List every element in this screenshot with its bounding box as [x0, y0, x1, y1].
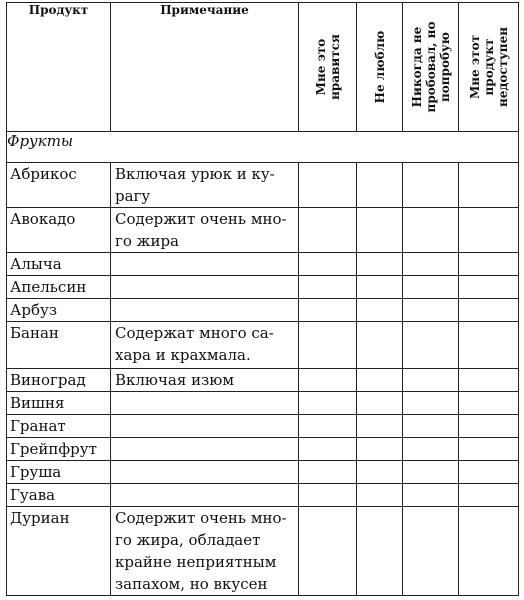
product-name: Абрикос: [7, 163, 111, 208]
product-note: Включая урюк и ку- рагу: [111, 163, 299, 208]
like-cell[interactable]: [299, 369, 357, 392]
like-cell[interactable]: [299, 276, 357, 299]
dislike-cell[interactable]: [357, 461, 403, 484]
like-cell[interactable]: [299, 253, 357, 276]
product-name: Вишня: [7, 392, 111, 415]
unavailable-cell[interactable]: [459, 438, 519, 461]
product-note: [111, 438, 299, 461]
unavailable-cell[interactable]: [459, 392, 519, 415]
product-note: [111, 276, 299, 299]
product-name: Апельсин: [7, 276, 111, 299]
header-dislike: Не люблю: [357, 3, 403, 132]
product-name: Груша: [7, 461, 111, 484]
header-product: Продукт: [7, 3, 111, 132]
never-tried-cell[interactable]: [403, 253, 459, 276]
dislike-cell[interactable]: [357, 415, 403, 438]
product-note: [111, 461, 299, 484]
product-note: [111, 392, 299, 415]
like-cell[interactable]: [299, 415, 357, 438]
table-row: [7, 322, 519, 369]
header-like: Мне это нравится: [299, 3, 357, 132]
like-cell[interactable]: [299, 299, 357, 322]
table-row: [7, 438, 519, 461]
product-note: Содержит очень мно- го жира, обладает крайне неприятным запахом, но вкусен: [111, 507, 299, 596]
product-name: Банан: [7, 322, 111, 369]
product-note: Содержат много са- хара и крахмала.: [111, 322, 299, 369]
table-row: [7, 163, 519, 208]
table-row: [7, 208, 519, 253]
table-row: [7, 507, 519, 596]
header-row: [7, 3, 519, 132]
dislike-cell[interactable]: [357, 276, 403, 299]
like-cell[interactable]: [299, 507, 357, 596]
unavailable-cell[interactable]: [459, 208, 519, 253]
never-tried-cell[interactable]: [403, 484, 459, 507]
unavailable-cell[interactable]: [459, 299, 519, 322]
never-tried-cell[interactable]: [403, 276, 459, 299]
like-cell[interactable]: [299, 461, 357, 484]
like-cell[interactable]: [299, 208, 357, 253]
header-note: Примечание: [111, 3, 299, 132]
product-name: Гранат: [7, 415, 111, 438]
like-cell[interactable]: [299, 484, 357, 507]
never-tried-cell[interactable]: [403, 392, 459, 415]
like-cell[interactable]: [299, 322, 357, 369]
unavailable-cell[interactable]: [459, 415, 519, 438]
table-row: [7, 369, 519, 392]
product-name: Грейпфрут: [7, 438, 111, 461]
like-cell[interactable]: [299, 438, 357, 461]
dislike-cell[interactable]: [357, 369, 403, 392]
table-row: [7, 484, 519, 507]
product-name: Дуриан: [7, 507, 111, 596]
table-row: [7, 299, 519, 322]
product-note: [111, 253, 299, 276]
table-row: [7, 392, 519, 415]
never-tried-cell[interactable]: [403, 299, 459, 322]
product-name: Гуава: [7, 484, 111, 507]
like-cell[interactable]: [299, 392, 357, 415]
food-preference-table: [6, 2, 519, 596]
never-tried-cell[interactable]: [403, 163, 459, 208]
unavailable-cell[interactable]: [459, 461, 519, 484]
unavailable-cell[interactable]: [459, 507, 519, 596]
table-row: [7, 276, 519, 299]
never-tried-cell[interactable]: [403, 415, 459, 438]
dislike-cell[interactable]: [357, 392, 403, 415]
dislike-cell[interactable]: [357, 438, 403, 461]
product-note: [111, 299, 299, 322]
unavailable-cell[interactable]: [459, 322, 519, 369]
category-label: Фрукты: [7, 132, 519, 163]
never-tried-cell[interactable]: [403, 369, 459, 392]
never-tried-cell[interactable]: [403, 208, 459, 253]
header-unavailable: Мне этот продукт недоступен: [459, 3, 519, 132]
never-tried-cell[interactable]: [403, 507, 459, 596]
header-never-tried: Никогда не пробовал, но попробую: [403, 3, 459, 132]
product-note: [111, 484, 299, 507]
never-tried-cell[interactable]: [403, 461, 459, 484]
dislike-cell[interactable]: [357, 299, 403, 322]
product-note: [111, 415, 299, 438]
product-name: Виноград: [7, 369, 111, 392]
category-row: [7, 132, 519, 163]
table-row: [7, 415, 519, 438]
dislike-cell[interactable]: [357, 163, 403, 208]
product-name: Алыча: [7, 253, 111, 276]
unavailable-cell[interactable]: [459, 163, 519, 208]
unavailable-cell[interactable]: [459, 253, 519, 276]
unavailable-cell[interactable]: [459, 369, 519, 392]
dislike-cell[interactable]: [357, 253, 403, 276]
never-tried-cell[interactable]: [403, 438, 459, 461]
dislike-cell[interactable]: [357, 322, 403, 369]
dislike-cell[interactable]: [357, 507, 403, 596]
unavailable-cell[interactable]: [459, 484, 519, 507]
product-name: Арбуз: [7, 299, 111, 322]
product-note: Включая изюм: [111, 369, 299, 392]
product-note: Содержит очень мно- го жира: [111, 208, 299, 253]
unavailable-cell[interactable]: [459, 276, 519, 299]
never-tried-cell[interactable]: [403, 322, 459, 369]
dislike-cell[interactable]: [357, 484, 403, 507]
table-row: [7, 253, 519, 276]
dislike-cell[interactable]: [357, 208, 403, 253]
like-cell[interactable]: [299, 163, 357, 208]
table-row: [7, 461, 519, 484]
product-name: Авокадо: [7, 208, 111, 253]
